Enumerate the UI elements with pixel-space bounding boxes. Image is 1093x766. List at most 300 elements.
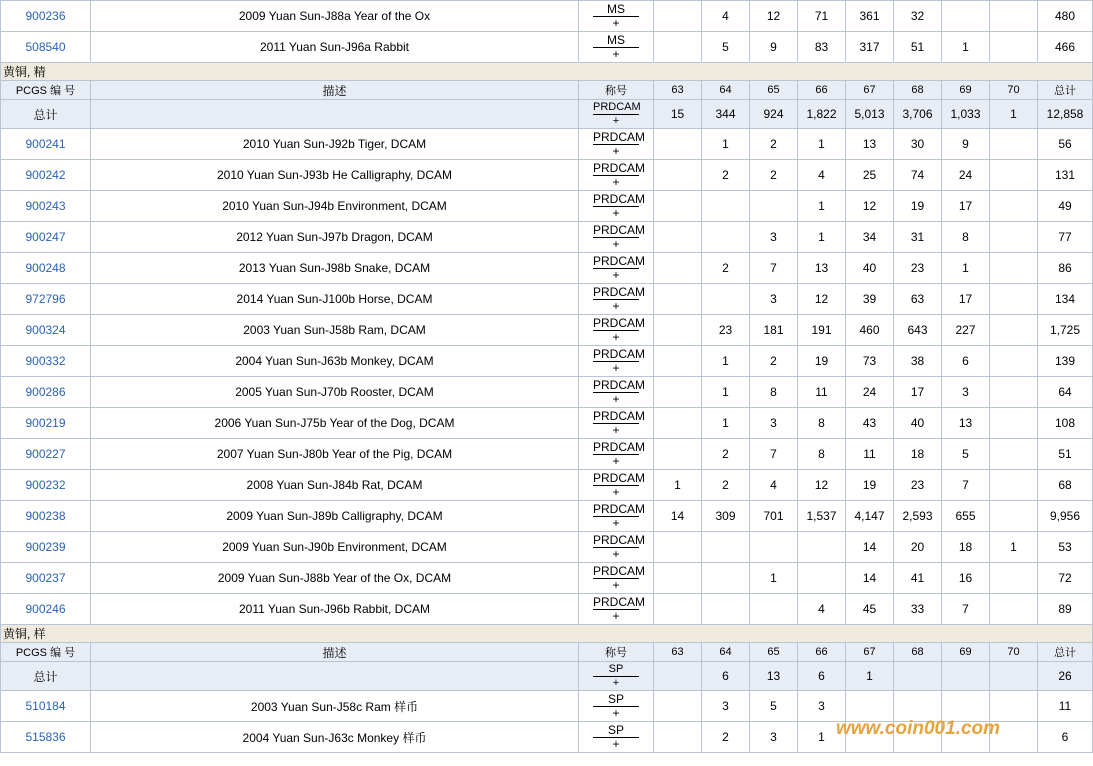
grade-label bbox=[579, 222, 654, 253]
totals-label: 总计 bbox=[1, 100, 91, 129]
pcgs-number-link[interactable]: 515836 bbox=[1, 722, 91, 753]
count-63 bbox=[654, 315, 702, 346]
totals-69: 1,033 bbox=[942, 100, 990, 129]
pcgs-number-link[interactable]: 900243 bbox=[1, 191, 91, 222]
grade-label-top: PRDCAM bbox=[593, 315, 646, 330]
count-69: 17 bbox=[942, 191, 990, 222]
count-67: 39 bbox=[846, 284, 894, 315]
row-total: 466 bbox=[1038, 32, 1093, 63]
grade-label-bottom: + bbox=[612, 329, 620, 344]
table-row bbox=[1, 160, 1093, 191]
grade-label-top: PRDCAM bbox=[593, 222, 646, 237]
count-64: 1 bbox=[702, 346, 750, 377]
header-grade: 称号 bbox=[579, 81, 654, 100]
count-64: 1 bbox=[702, 377, 750, 408]
count-64: 23 bbox=[702, 315, 750, 346]
grade-label-bottom: + bbox=[612, 391, 620, 406]
coin-description: 2009 Yuan Sun-J88b Year of the Ox, DCAM bbox=[91, 563, 579, 594]
count-65: 2 bbox=[750, 346, 798, 377]
totals-67: 1 bbox=[846, 662, 894, 691]
count-69: 1 bbox=[942, 253, 990, 284]
grade-label bbox=[579, 284, 654, 315]
grade-label-bottom: + bbox=[612, 484, 620, 499]
row-total: 11 bbox=[1038, 691, 1093, 722]
section-totals-row bbox=[1, 100, 1093, 129]
count-69: 5 bbox=[942, 439, 990, 470]
count-66: 1,537 bbox=[798, 501, 846, 532]
count-63 bbox=[654, 408, 702, 439]
totals-description bbox=[91, 662, 579, 691]
grade-label bbox=[579, 160, 654, 191]
count-65: 4 bbox=[750, 470, 798, 501]
count-64 bbox=[702, 222, 750, 253]
grade-label-bottom: + bbox=[612, 298, 620, 313]
grade-label bbox=[579, 100, 654, 129]
coin-description: 2004 Yuan Sun-J63b Monkey, DCAM bbox=[91, 346, 579, 377]
grade-label-bottom: + bbox=[612, 236, 620, 251]
count-63 bbox=[654, 160, 702, 191]
table-row bbox=[1, 563, 1093, 594]
count-63 bbox=[654, 691, 702, 722]
count-64: 2 bbox=[702, 160, 750, 191]
count-69: 8 bbox=[942, 222, 990, 253]
count-68: 23 bbox=[894, 253, 942, 284]
count-64: 2 bbox=[702, 253, 750, 284]
count-66 bbox=[798, 563, 846, 594]
count-68: 2,593 bbox=[894, 501, 942, 532]
row-total: 77 bbox=[1038, 222, 1093, 253]
row-total: 89 bbox=[1038, 594, 1093, 625]
count-68 bbox=[894, 691, 942, 722]
count-63 bbox=[654, 346, 702, 377]
grade-label-bottom: + bbox=[612, 515, 620, 530]
count-70 bbox=[990, 129, 1038, 160]
count-66: 11 bbox=[798, 377, 846, 408]
grade-label bbox=[579, 563, 654, 594]
count-63 bbox=[654, 439, 702, 470]
count-68: 51 bbox=[894, 32, 942, 63]
grade-label bbox=[579, 253, 654, 284]
grade-label-top: PRDCAM bbox=[593, 532, 646, 547]
grade-label-top: PRDCAM bbox=[593, 377, 646, 392]
pcgs-number-link[interactable]: 900237 bbox=[1, 563, 91, 594]
count-66: 12 bbox=[798, 470, 846, 501]
table-row bbox=[1, 1, 1093, 32]
grade-label bbox=[579, 32, 654, 63]
table-row bbox=[1, 532, 1093, 563]
count-67: 43 bbox=[846, 408, 894, 439]
pcgs-number-link[interactable]: 900247 bbox=[1, 222, 91, 253]
grade-label bbox=[579, 346, 654, 377]
count-65: 1 bbox=[750, 563, 798, 594]
header-total: 总计 bbox=[1038, 643, 1093, 662]
header-70: 70 bbox=[990, 81, 1038, 100]
grade-label bbox=[579, 191, 654, 222]
count-64: 5 bbox=[702, 32, 750, 63]
table-row bbox=[1, 315, 1093, 346]
count-66: 1 bbox=[798, 191, 846, 222]
totals-63 bbox=[654, 662, 702, 691]
count-65: 2 bbox=[750, 160, 798, 191]
row-total: 56 bbox=[1038, 129, 1093, 160]
table-row bbox=[1, 222, 1093, 253]
grade-label-bottom: + bbox=[612, 267, 620, 282]
column-header-row bbox=[1, 81, 1093, 100]
count-67: 361 bbox=[846, 1, 894, 32]
count-69: 16 bbox=[942, 563, 990, 594]
coin-description: 2004 Yuan Sun-J63c Monkey 样币 bbox=[91, 722, 579, 753]
count-68: 18 bbox=[894, 439, 942, 470]
totals-description bbox=[91, 100, 579, 129]
count-68: 30 bbox=[894, 129, 942, 160]
totals-total: 26 bbox=[1038, 662, 1093, 691]
count-67: 317 bbox=[846, 32, 894, 63]
count-70 bbox=[990, 1, 1038, 32]
coin-description: 2014 Yuan Sun-J100b Horse, DCAM bbox=[91, 284, 579, 315]
count-64: 2 bbox=[702, 439, 750, 470]
table-body bbox=[1, 1, 1093, 753]
coin-description: 2010 Yuan Sun-J94b Environment, DCAM bbox=[91, 191, 579, 222]
grade-label-bottom: + bbox=[612, 114, 620, 127]
count-64: 1 bbox=[702, 129, 750, 160]
grade-label-bottom: + bbox=[612, 577, 620, 592]
count-65: 9 bbox=[750, 32, 798, 63]
totals-68: 3,706 bbox=[894, 100, 942, 129]
grade-label-bottom: + bbox=[612, 705, 620, 720]
count-63 bbox=[654, 129, 702, 160]
grade-label-bottom: + bbox=[612, 15, 620, 30]
totals-70: 1 bbox=[990, 100, 1038, 129]
count-65: 3 bbox=[750, 722, 798, 753]
grade-label-bottom: + bbox=[612, 736, 620, 751]
header-70: 70 bbox=[990, 643, 1038, 662]
count-63 bbox=[654, 594, 702, 625]
table-row bbox=[1, 253, 1093, 284]
header-67: 67 bbox=[846, 81, 894, 100]
table-row bbox=[1, 284, 1093, 315]
count-68: 643 bbox=[894, 315, 942, 346]
count-69: 1 bbox=[942, 32, 990, 63]
row-total: 64 bbox=[1038, 377, 1093, 408]
count-70 bbox=[990, 563, 1038, 594]
count-64: 2 bbox=[702, 722, 750, 753]
coin-description: 2010 Yuan Sun-J93b He Calligraphy, DCAM bbox=[91, 160, 579, 191]
row-total: 86 bbox=[1038, 253, 1093, 284]
pcgs-number-link[interactable]: 900219 bbox=[1, 408, 91, 439]
count-70 bbox=[990, 377, 1038, 408]
count-67: 11 bbox=[846, 439, 894, 470]
pcgs-number-link[interactable]: 900246 bbox=[1, 594, 91, 625]
table-row bbox=[1, 191, 1093, 222]
count-70 bbox=[990, 722, 1038, 753]
count-67: 460 bbox=[846, 315, 894, 346]
count-63: 14 bbox=[654, 501, 702, 532]
grade-label-top: PRDCAM bbox=[593, 439, 646, 454]
coin-description: 2011 Yuan Sun-J96a Rabbit bbox=[91, 32, 579, 63]
grade-label-bottom: + bbox=[612, 143, 620, 158]
coin-description: 2003 Yuan Sun-J58c Ram 样币 bbox=[91, 691, 579, 722]
count-63 bbox=[654, 563, 702, 594]
count-67: 45 bbox=[846, 594, 894, 625]
section-label: 黄铜, 样 bbox=[1, 625, 1093, 643]
count-64: 1 bbox=[702, 408, 750, 439]
count-70 bbox=[990, 346, 1038, 377]
count-66: 191 bbox=[798, 315, 846, 346]
pcgs-number-link[interactable]: 972796 bbox=[1, 284, 91, 315]
pcgs-number-link[interactable]: 900241 bbox=[1, 129, 91, 160]
count-65 bbox=[750, 532, 798, 563]
totals-70 bbox=[990, 662, 1038, 691]
pcgs-number-link[interactable]: 900236 bbox=[1, 1, 91, 32]
coin-description: 2007 Yuan Sun-J80b Year of the Pig, DCAM bbox=[91, 439, 579, 470]
table-row bbox=[1, 408, 1093, 439]
count-69: 6 bbox=[942, 346, 990, 377]
row-total: 53 bbox=[1038, 532, 1093, 563]
grade-label-top: SP bbox=[593, 693, 639, 707]
row-total: 72 bbox=[1038, 563, 1093, 594]
coin-description: 2009 Yuan Sun-J89b Calligraphy, DCAM bbox=[91, 501, 579, 532]
row-total: 108 bbox=[1038, 408, 1093, 439]
grade-label-bottom: + bbox=[612, 360, 620, 375]
row-total: 131 bbox=[1038, 160, 1093, 191]
site-watermark: www.coin001.com bbox=[836, 718, 1001, 739]
count-69: 18 bbox=[942, 532, 990, 563]
grade-label-top: PRDCAM bbox=[593, 408, 646, 423]
count-70 bbox=[990, 408, 1038, 439]
totals-64: 6 bbox=[702, 662, 750, 691]
grade-label bbox=[579, 470, 654, 501]
count-66: 13 bbox=[798, 253, 846, 284]
totals-label: 总计 bbox=[1, 662, 91, 691]
count-67: 14 bbox=[846, 563, 894, 594]
coin-description: 2006 Yuan Sun-J75b Year of the Dog, DCAM bbox=[91, 408, 579, 439]
grade-label-bottom: + bbox=[612, 546, 620, 561]
count-68: 31 bbox=[894, 222, 942, 253]
count-67: 14 bbox=[846, 532, 894, 563]
count-65: 3 bbox=[750, 408, 798, 439]
count-68: 17 bbox=[894, 377, 942, 408]
count-70: 1 bbox=[990, 532, 1038, 563]
count-63 bbox=[654, 253, 702, 284]
table-row bbox=[1, 594, 1093, 625]
count-66: 19 bbox=[798, 346, 846, 377]
count-68: 20 bbox=[894, 532, 942, 563]
table-row bbox=[1, 377, 1093, 408]
count-68: 63 bbox=[894, 284, 942, 315]
header-description: 描述 bbox=[91, 81, 579, 100]
count-65: 3 bbox=[750, 222, 798, 253]
pcgs-number-link[interactable]: 900332 bbox=[1, 346, 91, 377]
count-68: 23 bbox=[894, 470, 942, 501]
count-68: 74 bbox=[894, 160, 942, 191]
count-69 bbox=[942, 722, 990, 753]
grade-label bbox=[579, 662, 654, 691]
count-68: 38 bbox=[894, 346, 942, 377]
section-totals-row bbox=[1, 662, 1093, 691]
grade-label bbox=[579, 722, 654, 753]
count-66: 1 bbox=[798, 722, 846, 753]
table-row bbox=[1, 129, 1093, 160]
grade-label-top: PRDCAM bbox=[593, 470, 646, 485]
grade-label-top: PRDCAM bbox=[593, 563, 646, 578]
section-header-brass-proof bbox=[1, 63, 1093, 81]
pcgs-number-link[interactable]: 900242 bbox=[1, 160, 91, 191]
grade-label-top: PRDCAM bbox=[593, 191, 646, 206]
count-66: 3 bbox=[798, 691, 846, 722]
count-63 bbox=[654, 532, 702, 563]
count-65: 5 bbox=[750, 691, 798, 722]
header-66: 66 bbox=[798, 643, 846, 662]
header-69: 69 bbox=[942, 81, 990, 100]
count-70 bbox=[990, 160, 1038, 191]
count-68: 40 bbox=[894, 408, 942, 439]
count-64 bbox=[702, 191, 750, 222]
header-65: 65 bbox=[750, 643, 798, 662]
table-row bbox=[1, 691, 1093, 722]
pcgs-number-link[interactable]: 900286 bbox=[1, 377, 91, 408]
table-row bbox=[1, 722, 1093, 753]
count-64 bbox=[702, 532, 750, 563]
header-66: 66 bbox=[798, 81, 846, 100]
count-66: 4 bbox=[798, 160, 846, 191]
count-66: 83 bbox=[798, 32, 846, 63]
count-65: 7 bbox=[750, 439, 798, 470]
coin-description: 2003 Yuan Sun-J58b Ram, DCAM bbox=[91, 315, 579, 346]
table-row bbox=[1, 501, 1093, 532]
count-68 bbox=[894, 722, 942, 753]
pcgs-number-link[interactable]: 900232 bbox=[1, 470, 91, 501]
count-69: 7 bbox=[942, 470, 990, 501]
count-64: 309 bbox=[702, 501, 750, 532]
table-row bbox=[1, 346, 1093, 377]
count-65: 8 bbox=[750, 377, 798, 408]
count-66: 1 bbox=[798, 129, 846, 160]
pcgs-number-link[interactable]: 510184 bbox=[1, 691, 91, 722]
count-67 bbox=[846, 722, 894, 753]
coin-description: 2008 Yuan Sun-J84b Rat, DCAM bbox=[91, 470, 579, 501]
count-66: 1 bbox=[798, 222, 846, 253]
grade-label-bottom: + bbox=[612, 608, 620, 623]
count-68: 19 bbox=[894, 191, 942, 222]
row-total: 49 bbox=[1038, 191, 1093, 222]
grade-label bbox=[579, 439, 654, 470]
coin-description: 2009 Yuan Sun-J90b Environment, DCAM bbox=[91, 532, 579, 563]
count-66 bbox=[798, 532, 846, 563]
row-total: 480 bbox=[1038, 1, 1093, 32]
grade-label bbox=[579, 1, 654, 32]
grade-label bbox=[579, 501, 654, 532]
coin-description: 2012 Yuan Sun-J97b Dragon, DCAM bbox=[91, 222, 579, 253]
header-description: 描述 bbox=[91, 643, 579, 662]
row-total: 139 bbox=[1038, 346, 1093, 377]
grade-label-bottom: + bbox=[612, 676, 620, 689]
count-64: 4 bbox=[702, 1, 750, 32]
grade-label-top: PRDCAM bbox=[593, 160, 646, 175]
section-header-brass-specimen bbox=[1, 625, 1093, 643]
pcgs-number-link[interactable]: 508540 bbox=[1, 32, 91, 63]
totals-total: 12,858 bbox=[1038, 100, 1093, 129]
count-69: 17 bbox=[942, 284, 990, 315]
count-67: 13 bbox=[846, 129, 894, 160]
count-70 bbox=[990, 470, 1038, 501]
count-67: 25 bbox=[846, 160, 894, 191]
pcgs-number-link[interactable]: 900238 bbox=[1, 501, 91, 532]
header-pcgs-number: PCGS 编 号 bbox=[1, 643, 91, 662]
totals-65: 13 bbox=[750, 662, 798, 691]
grade-label bbox=[579, 408, 654, 439]
count-63 bbox=[654, 1, 702, 32]
totals-65: 924 bbox=[750, 100, 798, 129]
count-63 bbox=[654, 377, 702, 408]
count-69: 24 bbox=[942, 160, 990, 191]
count-64 bbox=[702, 284, 750, 315]
count-63: 1 bbox=[654, 470, 702, 501]
count-67: 12 bbox=[846, 191, 894, 222]
count-70 bbox=[990, 315, 1038, 346]
grade-label-top: MS bbox=[593, 34, 639, 48]
grade-label-bottom: + bbox=[612, 453, 620, 468]
count-70 bbox=[990, 594, 1038, 625]
count-70 bbox=[990, 439, 1038, 470]
table-row bbox=[1, 439, 1093, 470]
totals-64: 344 bbox=[702, 100, 750, 129]
header-69: 69 bbox=[942, 643, 990, 662]
count-63 bbox=[654, 32, 702, 63]
count-67: 73 bbox=[846, 346, 894, 377]
grade-label bbox=[579, 129, 654, 160]
count-65: 181 bbox=[750, 315, 798, 346]
row-total: 1,725 bbox=[1038, 315, 1093, 346]
grade-label bbox=[579, 315, 654, 346]
pcgs-number-link[interactable]: 900227 bbox=[1, 439, 91, 470]
header-63: 63 bbox=[654, 643, 702, 662]
count-70 bbox=[990, 253, 1038, 284]
grade-label-bottom: + bbox=[612, 422, 620, 437]
grade-label-top: PRDCAM bbox=[593, 129, 646, 144]
count-69: 227 bbox=[942, 315, 990, 346]
count-67: 34 bbox=[846, 222, 894, 253]
grade-label bbox=[579, 532, 654, 563]
count-69: 655 bbox=[942, 501, 990, 532]
grade-label-top: SP bbox=[593, 663, 639, 677]
pcgs-number-link[interactable]: 900248 bbox=[1, 253, 91, 284]
column-header-row bbox=[1, 643, 1093, 662]
row-total: 68 bbox=[1038, 470, 1093, 501]
count-70 bbox=[990, 691, 1038, 722]
count-63 bbox=[654, 222, 702, 253]
grade-label-top: PRDCAM bbox=[593, 100, 641, 113]
header-pcgs-number: PCGS 编 号 bbox=[1, 81, 91, 100]
grade-label-top: SP bbox=[593, 724, 639, 738]
count-64: 3 bbox=[702, 691, 750, 722]
count-64 bbox=[702, 594, 750, 625]
count-70 bbox=[990, 222, 1038, 253]
pcgs-number-link[interactable]: 900239 bbox=[1, 532, 91, 563]
count-65 bbox=[750, 191, 798, 222]
totals-67: 5,013 bbox=[846, 100, 894, 129]
count-64 bbox=[702, 563, 750, 594]
count-70 bbox=[990, 284, 1038, 315]
count-70 bbox=[990, 191, 1038, 222]
header-64: 64 bbox=[702, 81, 750, 100]
header-65: 65 bbox=[750, 81, 798, 100]
pcgs-number-link[interactable]: 900324 bbox=[1, 315, 91, 346]
grade-label-top: PRDCAM bbox=[593, 594, 646, 609]
count-65: 3 bbox=[750, 284, 798, 315]
totals-63: 15 bbox=[654, 100, 702, 129]
grade-label-top: PRDCAM bbox=[593, 346, 646, 361]
header-68: 68 bbox=[894, 81, 942, 100]
